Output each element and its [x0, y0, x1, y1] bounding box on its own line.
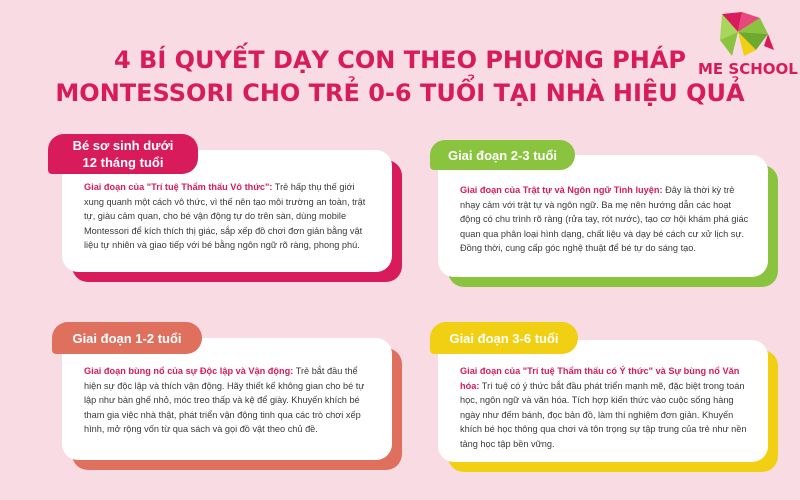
tag-line-1: Bé sơ sinh dưới: [72, 138, 174, 153]
card-text: Trí tuệ có ý thức bắt đầu phát triển mạnh mẽ, đặc biệt trong toán học, ngôn ngữ và văn hóa. Tích hợp kiến thức vào cuộc sống hàng ngày như đếm bánh, đọc bản đồ, làm thí nghiệm đơn giản. Khuyến khích bé học thông qua chơi và tôn trọng sự tập trung của trẻ như nền tảng học tập bền vững.: [460, 380, 747, 449]
card-text: Đây là thời kỳ trẻ nhạy cảm với trật tự và ngôn ngữ. Ba mẹ nên hướng dẫn các hoạt động có chu trình rõ ràng (rửa tay, rót nước), tạo cơ hội khám phá giác quan qua phân loại hình dạng, chất liệu và dạy bé cách cư xử lịch sự. Đồng thời, cung cấp góc nghệ thuật để bé tự do sáng tạo.: [460, 185, 749, 254]
card-text: Trẻ hấp thụ thế giới xung quanh một cách vô thức, vì thế nên tạo môi trường an toàn, trật tự, giàu cảm quan, cho bé vận động tự do trên sàn, dùng mobile Montessori để kích thích thị giác, sắp xếp đồ chơi đơn giản bằng vật liệu tự nhiên và giao tiếp với bé bằng ngôn ngữ rõ ràng, phong phú.: [84, 182, 366, 251]
card-lead: Giai đoạn bùng nổ của sự Độc lập và Vận động:: [84, 366, 294, 376]
page-title: [0, 44, 800, 110]
logo-text: ME SCHOOL: [698, 60, 798, 78]
title-line-2: MONTESSORI CHO TRẺ 0-6 TUỔI TẠI NHÀ HIỆU QUẢ: [55, 79, 745, 107]
title-line-1: 4 BÍ QUYẾT DẠY CON THEO PHƯƠNG PHÁP: [114, 46, 686, 74]
card-text: Trẻ bắt đầu thể hiện sự độc lập và thích vận động. Hãy thiết kế không gian cho bé tự lập như bàn ghế nhỏ, móc treo thấp và kệ để giày. Khuyến khích bé tham gia việc nhà thật, phát triển vận động tinh qua các trò chơi xếp hình, mở rộng vốn từ qua sách và gọi đồ vật theo chủ đề.: [84, 366, 365, 435]
card-body: [438, 155, 768, 277]
tag-line-1: Giai đoạn 2-3 tuổi: [447, 147, 558, 163]
card-2-3: [438, 155, 768, 277]
card-body: [438, 340, 768, 462]
tag-newborn: [48, 134, 198, 174]
card-lead: Giai đoạn của "Trí tuệ Thẩm thấu có Ý thức" và Sự bùng nổ Văn hóa:: [460, 366, 740, 391]
tag-line-2: 12 tháng tuổi: [82, 155, 164, 170]
card-3-6: [438, 340, 768, 462]
card-lead: Giai đoạn của Trật tự và Ngôn ngữ Tinh luyện:: [460, 185, 663, 195]
card-1-2: [62, 338, 392, 460]
tag-line-1: Giai đoạn 3-6 tuổi: [449, 330, 559, 346]
tag-line-1: Giai đoạn 1-2 tuổi: [72, 330, 182, 346]
card-lead: Giai đoạn của "Trí tuệ Thẩm thấu Vô thức":: [84, 182, 273, 192]
tag-2-3: [430, 140, 575, 170]
card-body: [62, 338, 392, 460]
tag-3-6: [430, 322, 578, 354]
tag-1-2: [52, 322, 202, 354]
